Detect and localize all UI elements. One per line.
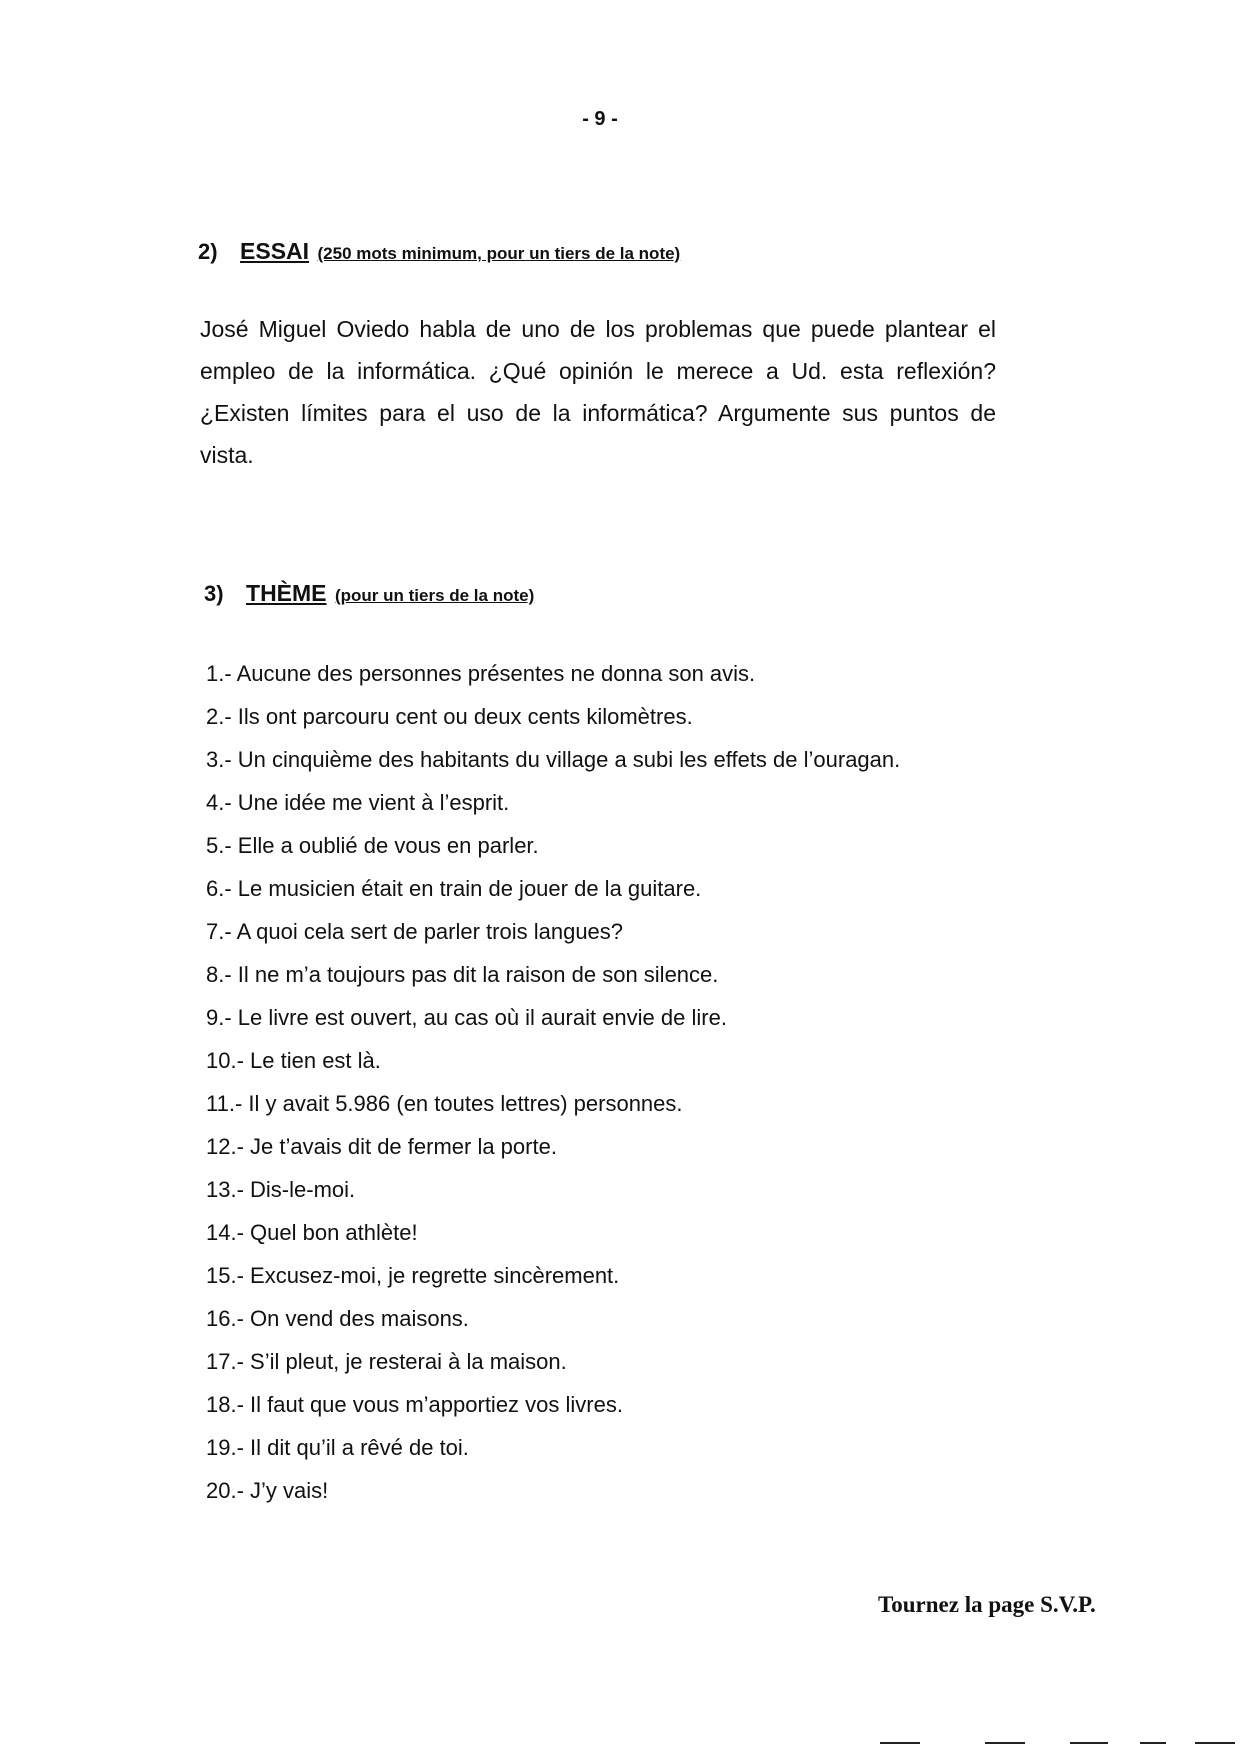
list-item: 1.- Aucune des personnes présentes ne donna son avis. xyxy=(206,661,756,686)
scan-artifact-line xyxy=(985,1742,1025,1744)
scan-artifact-line xyxy=(1140,1742,1166,1744)
list-item: 12.- Je t’avais dit de fermer la porte. xyxy=(206,1134,557,1159)
list-item: 15.- Excusez-moi, je regrette sincèrement. xyxy=(206,1263,620,1288)
essai-heading xyxy=(198,238,680,265)
turn-page-note: Tournez la page S.V.P. xyxy=(878,1592,1096,1617)
list-item: 7.- A quoi cela sert de parler trois langues? xyxy=(206,919,624,944)
list-item: 6.- Le musicien était en train de jouer de la guitare. xyxy=(206,876,702,901)
scan-artifact-line xyxy=(1195,1742,1235,1744)
essai-section-number: 2) xyxy=(198,239,218,264)
list-item: 5.- Elle a oublié de vous en parler. xyxy=(206,833,539,858)
list-item: 4.- Une idée me vient à l’esprit. xyxy=(206,790,510,815)
essai-note: (250 mots minimum, pour un tiers de la note) xyxy=(317,244,681,263)
list-item: 9.- Le livre est ouvert, au cas où il aurait envie de lire. xyxy=(206,1005,727,1030)
theme-section-number: 3) xyxy=(204,581,224,606)
essai-title: ESSAI xyxy=(240,238,310,264)
list-item: 20.- J’y vais! xyxy=(206,1478,329,1503)
list-item: 13.- Dis-le-moi. xyxy=(206,1177,356,1202)
theme-heading xyxy=(204,580,534,607)
essai-prompt: José Miguel Oviedo habla de uno de los problemas que puede plantear el empleo de la informática. ¿Qué opinión le merece a Ud. esta reflexión? ¿Existen límites para el uso de la informática? Argumente sus puntos de vista. xyxy=(200,316,996,468)
list-item: 8.- Il ne m’a toujours pas dit la raison de son silence. xyxy=(206,962,719,987)
page-number: - 9 - xyxy=(582,108,618,130)
scan-artifact-line xyxy=(880,1742,920,1744)
theme-sentence-list xyxy=(206,652,900,1512)
theme-note: (pour un tiers de la note) xyxy=(334,586,535,605)
list-item: 10.- Le tien est là. xyxy=(206,1048,381,1073)
list-item: 14.- Quel bon athlète! xyxy=(206,1220,418,1245)
scan-artifact-line xyxy=(1070,1742,1108,1744)
list-item: 17.- S’il pleut, je resterai à la maison. xyxy=(206,1349,567,1374)
list-item: 3.- Un cinquième des habitants du village a subi les effets de l’ouragan. xyxy=(206,747,901,772)
list-item: 2.- Ils ont parcouru cent ou deux cents kilomètres. xyxy=(206,704,693,729)
theme-title: THÈME xyxy=(246,580,327,606)
list-item: 11.- Il y avait 5.986 (en toutes lettres) personnes. xyxy=(206,1091,683,1116)
list-item: 18.- Il faut que vous m’apportiez vos livres. xyxy=(206,1392,623,1417)
list-item: 19.- Il dit qu’il a rêvé de toi. xyxy=(206,1435,469,1460)
list-item: 16.- On vend des maisons. xyxy=(206,1306,469,1331)
